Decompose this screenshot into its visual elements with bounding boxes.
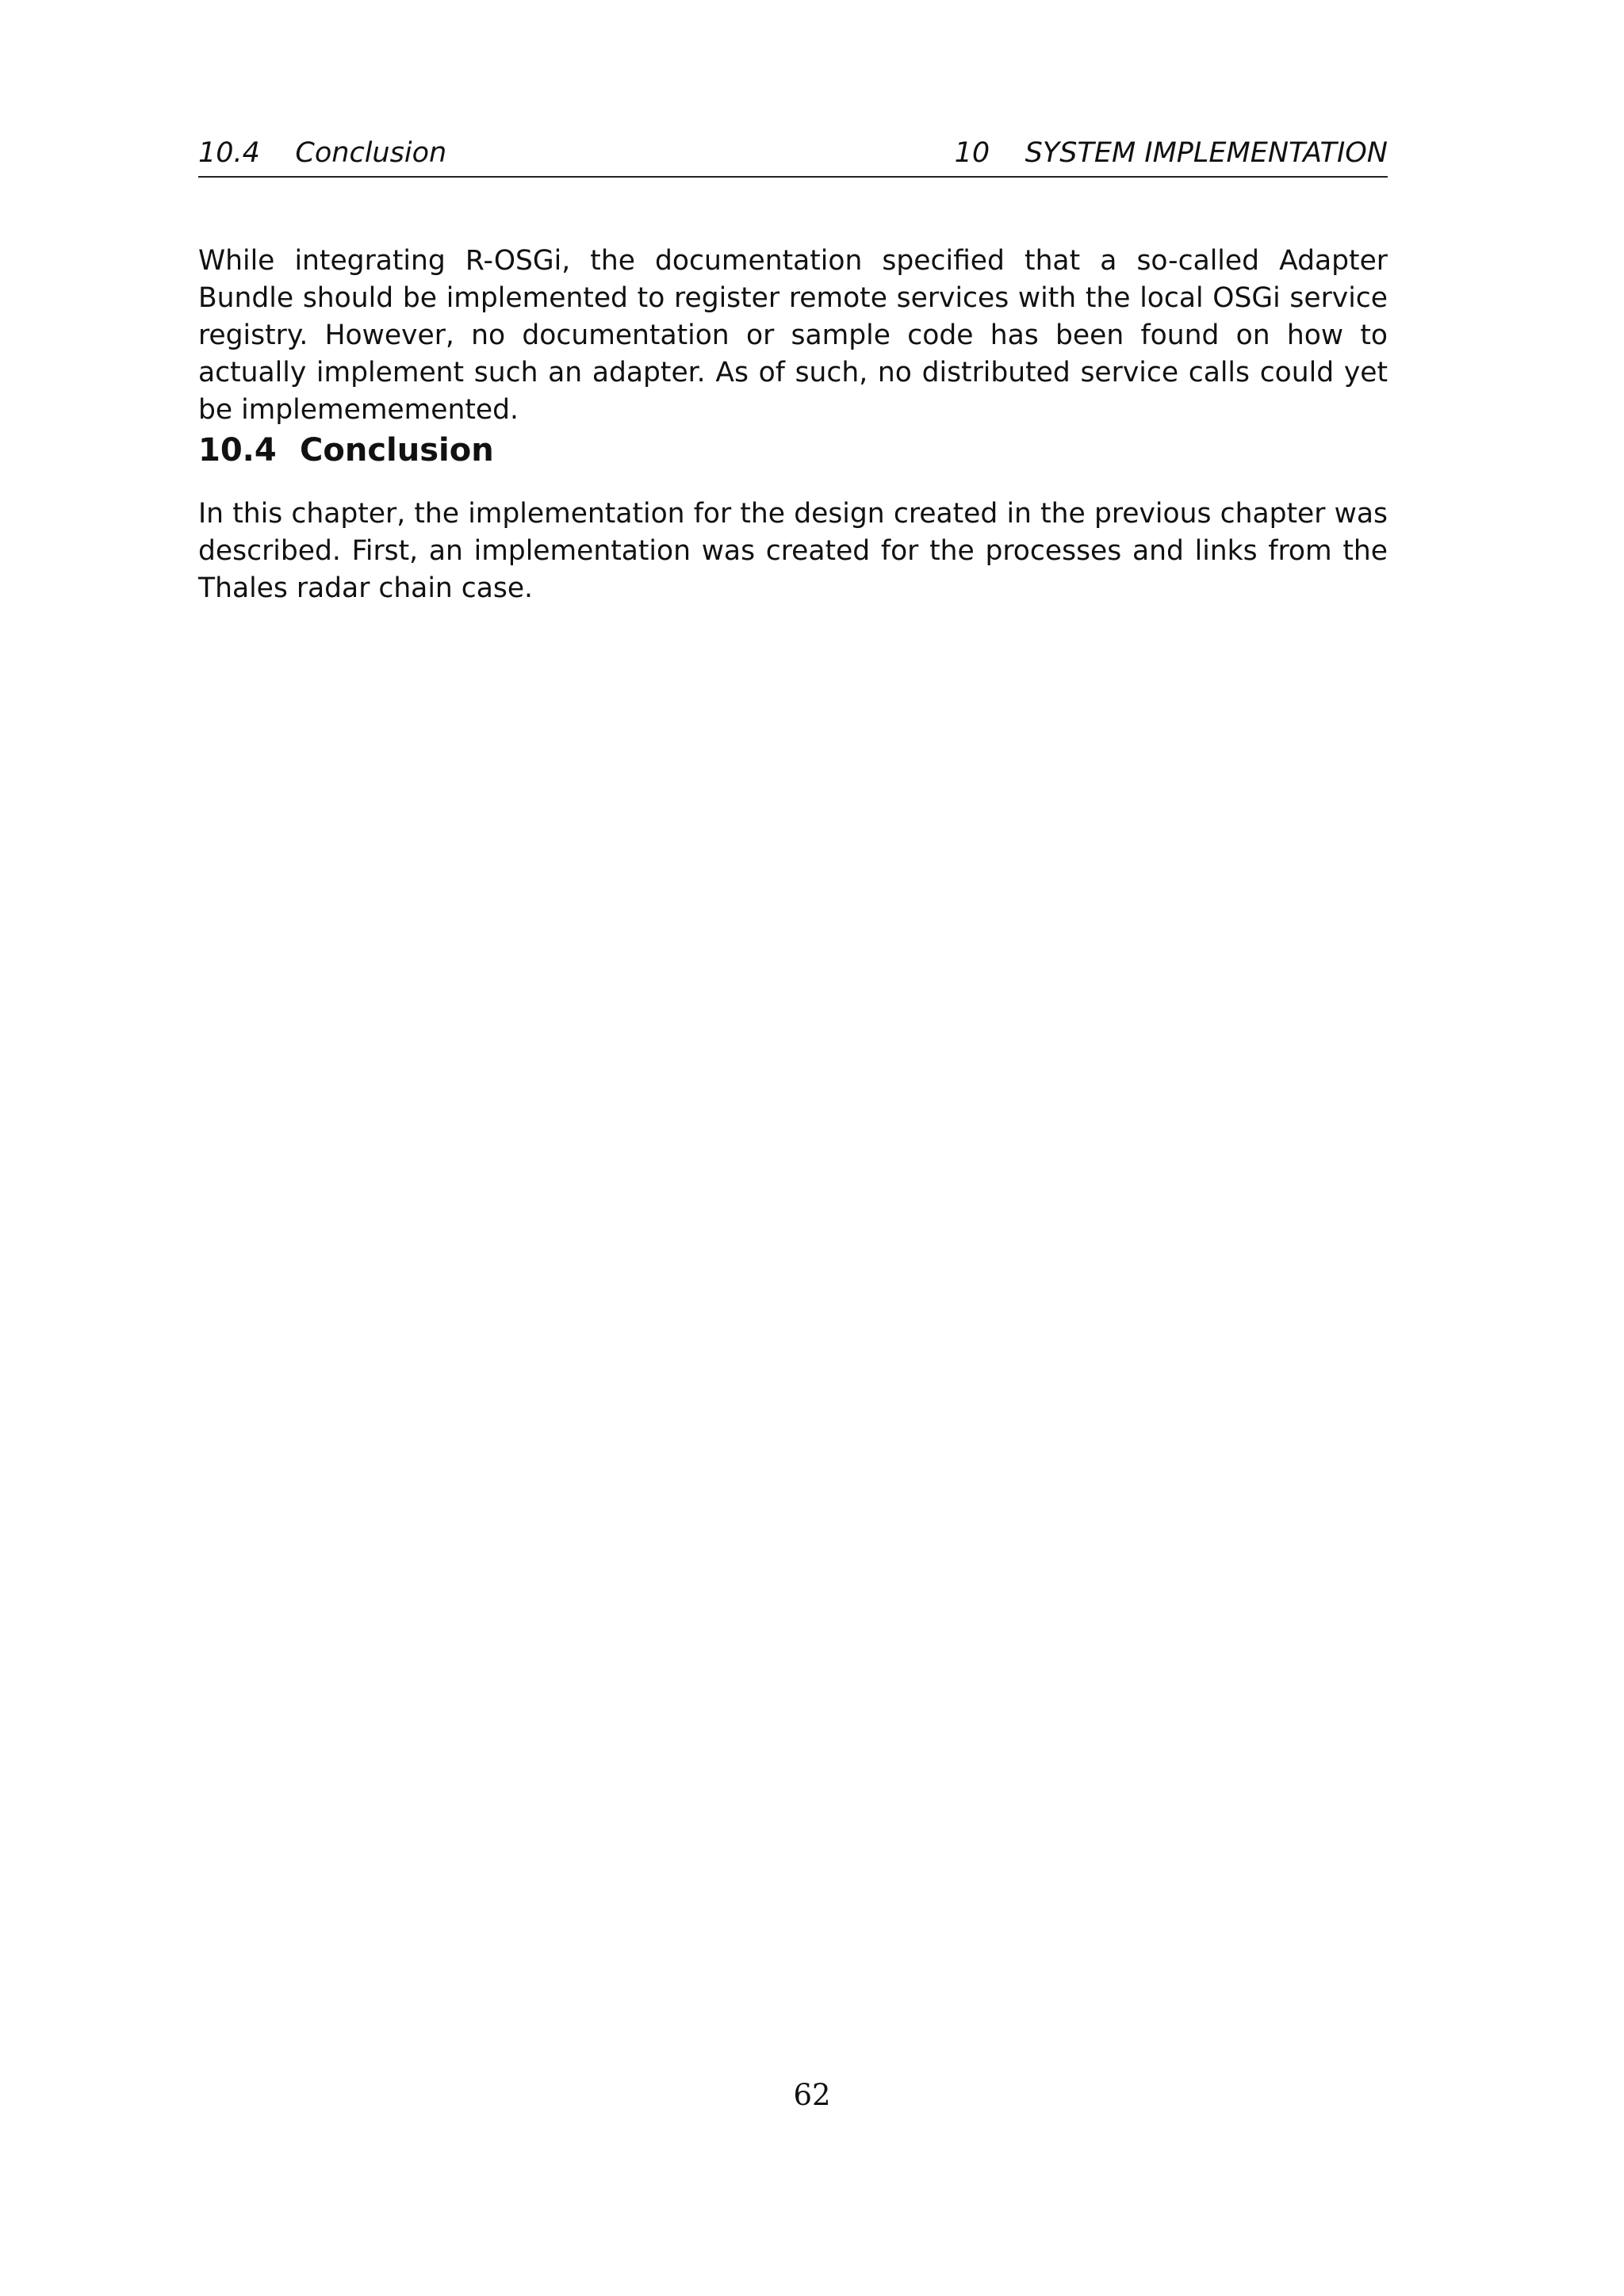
page-number: 62 — [793, 2078, 831, 2112]
body-paragraph: In this chapter, the implementation for the design created in the previous chapter was described. First, an implementation was created for the processes and links from the Thales radar chain case. — [198, 498, 1388, 604]
header-chapter-title: 10 SYSTEM IMPLEMENTATION — [954, 137, 1388, 169]
section-number: 10.4 — [198, 432, 277, 469]
body-paragraph: While integrating R-OSGi, the documentation specified that a so-called Adapter Bundle should be implemented to register remote services with the local OSGi service registry. However, no documentation or sample code has been found on how to actually implement such an adapter. As of such, no distributed service calls could yet be implemememented. — [198, 245, 1388, 426]
section-title: Conclusion — [300, 432, 494, 469]
header-section-title: 10.4 Conclusion — [198, 137, 447, 169]
running-header — [198, 135, 1388, 178]
section-heading — [198, 430, 494, 471]
